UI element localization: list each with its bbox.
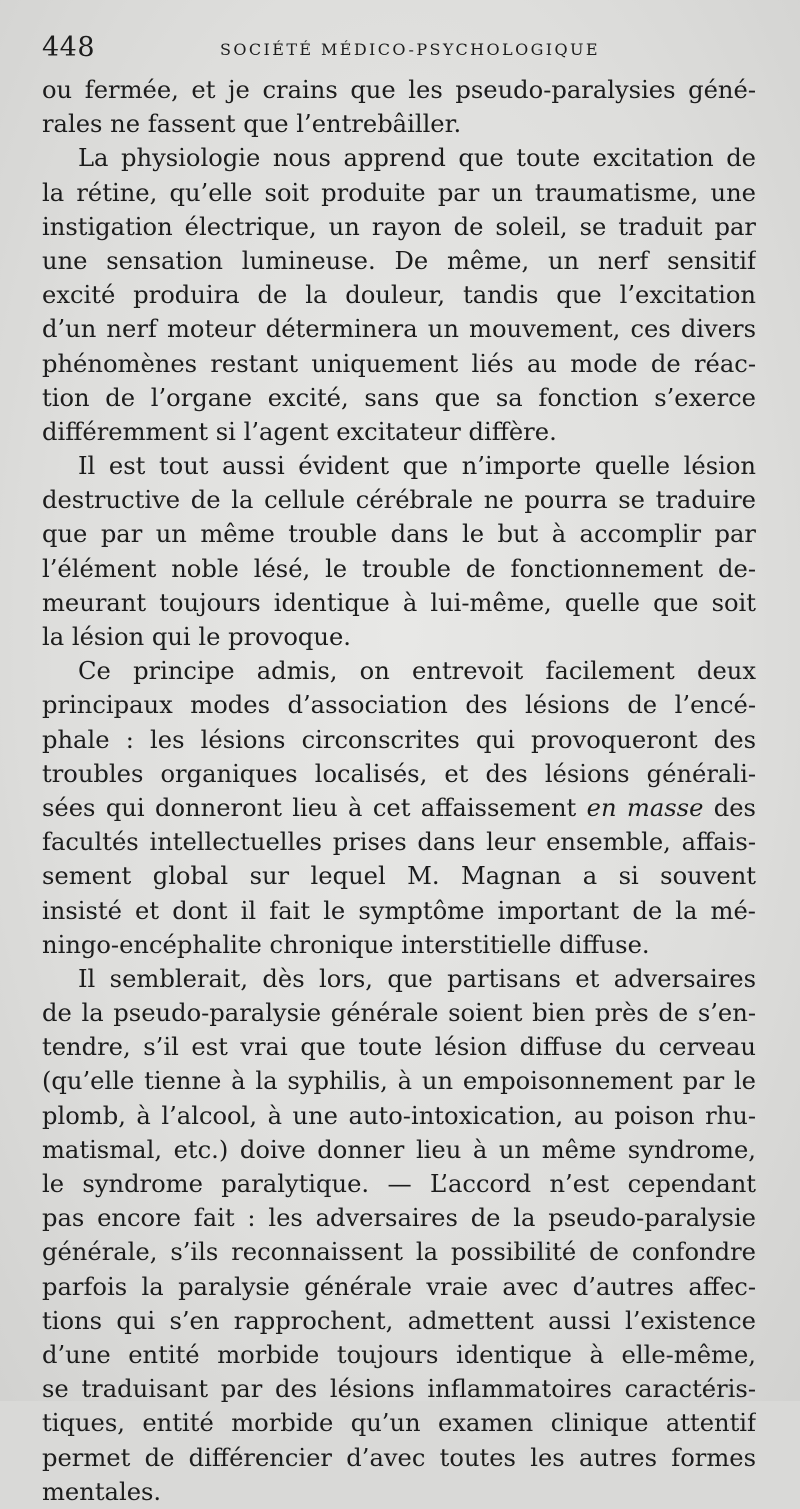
text-line-content: l’élément noble lésé, le trouble de fonctionnement de- — [42, 554, 756, 583]
text-line-content: (qu’elle tienne à la syphilis, à un empoisonnement par le — [42, 1067, 756, 1096]
text-line-content: Il est tout aussi évident que n’importe quelle lésion — [78, 452, 756, 481]
text-line — [42, 1030, 756, 1064]
text-line-content: de la pseudo-paralysie générale soient bien près de s’en- — [42, 999, 756, 1028]
text-line — [42, 1133, 756, 1167]
text-line — [42, 620, 756, 654]
text-line — [42, 483, 756, 517]
text-line — [42, 1167, 756, 1201]
text-line-content: insisté et dont il fait le symptôme important de la mé- — [42, 896, 756, 925]
text-line — [42, 73, 756, 107]
text-line-tail: des — [703, 793, 756, 822]
text-line-content: troubles organiques localisés, et des lésions générali- — [42, 759, 756, 788]
text-line-content: permet de différencier d’avec toutes les autres formes — [42, 1443, 756, 1472]
text-line — [42, 1304, 756, 1338]
text-line — [42, 962, 756, 996]
text-line — [42, 723, 756, 757]
text-line — [42, 347, 756, 381]
text-line — [42, 928, 756, 962]
text-line-content: différemment si l’agent excitateur diffère. — [42, 417, 557, 446]
text-line-content: la rétine, qu’elle soit produite par un traumatisme, une — [42, 178, 756, 207]
text-line — [42, 791, 756, 825]
text-line — [42, 517, 756, 551]
text-line-content: parfois la paralysie générale vraie avec d’autres affec- — [42, 1272, 756, 1301]
text-line — [42, 1064, 756, 1098]
text-line-content: ou fermée, et je crains que les pseudo-paralysies géné- — [42, 76, 756, 104]
body-text — [42, 73, 756, 1509]
text-line-content: ningo-encéphalite chronique interstitielle diffuse. — [42, 930, 650, 959]
text-line — [42, 1406, 756, 1440]
text-line-content: mentales. — [42, 1477, 162, 1506]
text-line — [42, 1441, 756, 1475]
text-line-content: matismal, etc.) doive donner lieu à un même syndrome, — [42, 1135, 756, 1164]
text-line-content: instigation électrique, un rayon de soleil, se traduit par — [42, 212, 756, 241]
text-line — [42, 654, 756, 688]
text-line-content: pas encore fait : les adversaires de la pseudo-paralysie — [42, 1204, 756, 1233]
text-line — [42, 176, 756, 210]
text-line-content: plomb, à l’alcool, à une auto-intoxication, au poison rhu- — [42, 1101, 756, 1130]
page-header — [42, 32, 758, 66]
text-line — [42, 141, 756, 175]
text-line-content: destructive de la cellule cérébrale ne pourra se traduire — [42, 486, 756, 515]
text-line-content: Il semblerait, dès lors, que partisans et adversaires — [78, 964, 756, 993]
text-line-content: la lésion qui le provoque. — [42, 623, 351, 651]
text-line — [42, 381, 756, 415]
text-line-content: La physiologie nous apprend que toute excitation de — [78, 144, 756, 173]
text-line — [42, 825, 756, 859]
text-line-content: sement global sur lequel M. Magnan a si souvent — [42, 862, 756, 891]
text-line — [42, 1338, 756, 1372]
text-line — [42, 244, 756, 278]
text-line-content: générale, s’ils reconnaissent la possibilité de confondre — [42, 1238, 756, 1267]
text-line-content: une sensation lumineuse. De même, un nerf sensitif — [42, 246, 756, 275]
text-line — [42, 278, 756, 312]
text-line-content: sées qui donneront lieu à cet affaissement — [42, 793, 577, 822]
text-line-content: tion de l’organe excité, sans que sa fonction s’exerce — [42, 383, 756, 412]
text-line-content: tendre, s’il est vrai que toute lésion diffuse du cerveau — [42, 1033, 756, 1062]
text-line-content: que par un même trouble dans le but à accomplir par — [42, 520, 756, 549]
text-line — [42, 757, 756, 791]
text-line — [42, 1201, 756, 1235]
text-line — [42, 894, 756, 928]
text-line-content: phénomènes restant uniquement liés au mode de réac- — [42, 349, 756, 378]
text-line — [42, 996, 756, 1030]
text-line-content: tions qui s’en rapprochent, admettent aussi l’existence — [42, 1306, 756, 1335]
text-line — [42, 859, 756, 893]
text-line — [42, 1270, 756, 1304]
text-line-content: le syndrome paralytique. — L’accord n’est cependant — [42, 1170, 756, 1198]
text-line — [42, 449, 756, 483]
text-line — [42, 1475, 756, 1509]
page-number: 448 — [42, 32, 96, 63]
text-line-content: d’une entité morbide toujours identique à elle-même, — [42, 1340, 756, 1369]
text-line-content: tiques, entité morbide qu’un examen clinique attentif — [42, 1409, 756, 1438]
text-line — [42, 1235, 756, 1269]
text-line-content: rales ne fassent que l’entrebâiller. — [42, 110, 462, 139]
text-line-content: se traduisant par des lésions inflammatoires caractéris- — [42, 1375, 756, 1404]
text-line — [42, 312, 756, 346]
text-line — [42, 552, 756, 586]
text-line-content: phale : les lésions circonscrites qui provoqueront des — [42, 725, 756, 754]
text-line — [42, 107, 756, 141]
text-line-content: meurant toujours identique à lui-même, quelle que soit — [42, 588, 756, 617]
text-line — [42, 586, 756, 620]
text-line — [42, 1372, 756, 1406]
text-line-content: facultés intellectuelles prises dans leur ensemble, affais- — [42, 828, 756, 857]
text-line — [42, 688, 756, 722]
running-title: SOCIÉTÉ MÉDICO-PSYCHOLOGIQUE — [220, 40, 600, 59]
text-line — [42, 210, 756, 244]
text-line-content: Ce principe admis, on entrevoit facilement deux — [78, 657, 756, 686]
text-line — [42, 415, 756, 449]
text-line-content: d’un nerf moteur déterminera un mouvement, ces divers — [42, 315, 756, 344]
text-line-content: excité produira de la douleur, tandis que l’excitation — [42, 281, 756, 310]
italic-phrase: en masse — [586, 793, 704, 822]
text-line — [42, 1099, 756, 1133]
text-line-content: principaux modes d’association des lésions de l’encé- — [42, 691, 756, 720]
